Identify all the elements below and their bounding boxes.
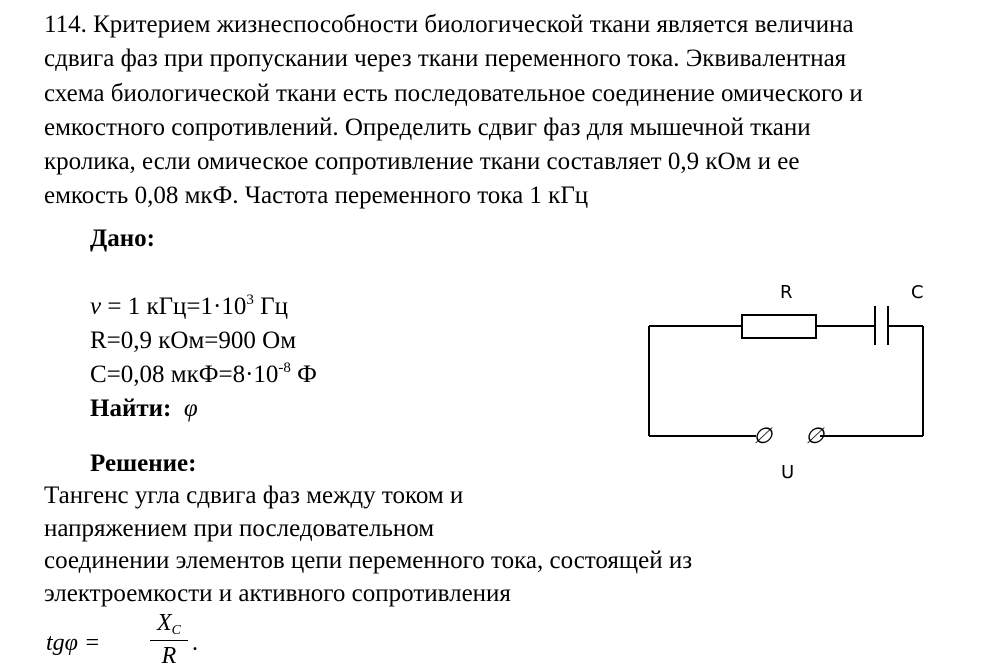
capacitance-exponent: -8 bbox=[278, 360, 291, 376]
terminal-left-icon: ∅ bbox=[753, 423, 773, 448]
frequency-unit: Гц bbox=[253, 293, 288, 320]
frequency-symbol: ν bbox=[90, 293, 102, 320]
formula-lhs: tgφ = bbox=[46, 630, 101, 656]
solution-line: электроемкости и активного сопротивления bbox=[44, 579, 511, 607]
solution-line: соединении элементов цепи переменного тока, состоящей из bbox=[44, 547, 693, 574]
solution-text bbox=[44, 480, 692, 610]
problem-line: емкость 0,08 мкФ. Частота переменного тока 1 кГц bbox=[44, 182, 589, 210]
formula-fraction bbox=[150, 608, 188, 669]
formula-numerator bbox=[150, 608, 188, 638]
solution-line: напряжением при последовательном bbox=[44, 514, 435, 542]
problem-line: схема биологической ткани есть последовательное соединение омического и bbox=[44, 79, 863, 107]
frequency-exponent: 3 bbox=[246, 292, 254, 308]
find-label: Найти: bbox=[90, 395, 172, 422]
capacitor-label: C bbox=[911, 282, 924, 303]
capacitance-text: C=0,08 мкФ=8·10 bbox=[90, 361, 279, 388]
problem-line: кролика, если омическое сопротивление ткани составляет 0,9 кОм и ее bbox=[44, 148, 800, 176]
problem-line: сдвига фаз при пропускании через ткани переменного тока. Эквивалентная bbox=[44, 45, 847, 73]
problem-line: емкостного сопротивлений. Определить сдвиг фаз для мышечной ткани bbox=[44, 113, 811, 141]
given-resistance: R=0,9 кОм=900 Ом bbox=[90, 327, 297, 354]
capacitance-unit: Ф bbox=[290, 361, 317, 388]
numerator-subscript: C bbox=[171, 623, 181, 638]
formula-denominator: R bbox=[161, 643, 177, 669]
numerator-symbol: X bbox=[156, 610, 172, 636]
voltage-label: U bbox=[781, 462, 795, 483]
frequency-text: = 1 кГц=1·10 bbox=[101, 293, 247, 320]
find-symbol: φ bbox=[183, 395, 198, 422]
solution-heading: Решение: bbox=[90, 450, 197, 477]
given-heading: Дано: bbox=[90, 225, 155, 252]
resistor-symbol bbox=[742, 315, 816, 338]
solution-line: Тангенс угла сдвига фаз между током и bbox=[44, 482, 464, 509]
formula-end: . bbox=[192, 630, 198, 656]
resistor-label: R bbox=[780, 282, 793, 303]
terminal-right-icon: ∅ bbox=[805, 423, 825, 448]
problem-line: 114. Критерием жизнеспособности биологической ткани является величина bbox=[44, 11, 854, 38]
